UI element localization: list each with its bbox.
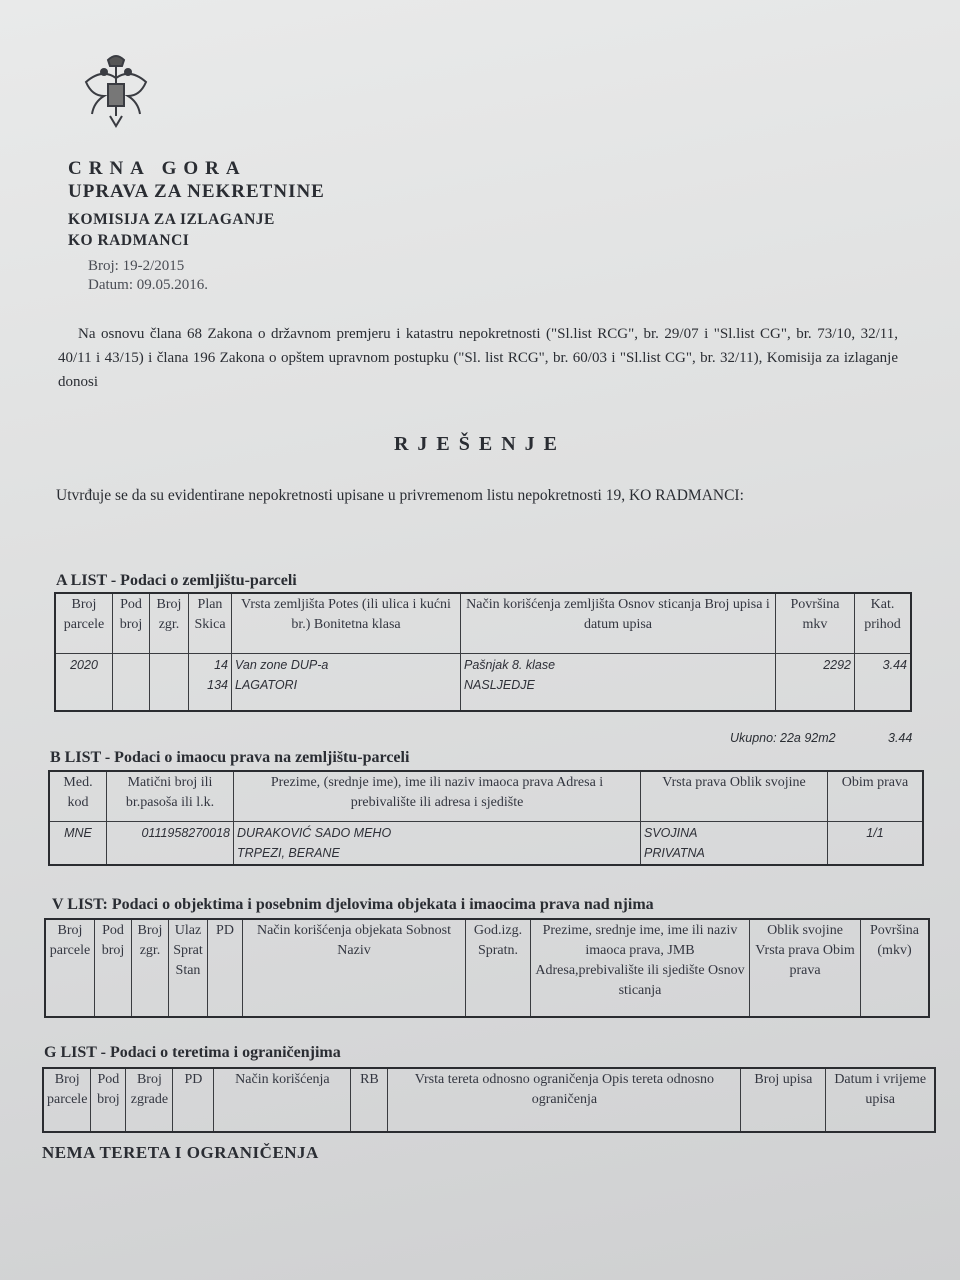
- commission-name: KOMISIJA ZA IZLAGANJE: [68, 211, 275, 228]
- list-g-table: [42, 1067, 936, 1133]
- cell-maticni: 0111958270018: [107, 821, 234, 865]
- col-broj-zgr: Broj zgr.: [150, 593, 189, 653]
- col-nacin-koriscenja: Način korišćenja zemljišta Osnov sticanja Broj upisa i datum upisa: [461, 593, 776, 653]
- col-vrsta-tereta: Vrsta tereta odnosno ograničenja Opis tereta odnosno ograničenja: [388, 1068, 741, 1132]
- coat-of-arms-icon: [80, 50, 152, 130]
- col-broj-parcele: Broj parcele: [55, 593, 113, 653]
- table-header-row: [43, 1068, 935, 1132]
- cell-adresa: TRPEZI, BERANE: [237, 845, 340, 860]
- document-number: Broj: 19-2/2015: [88, 258, 185, 274]
- cadastral-municipality: KO RADMANCI: [68, 232, 190, 249]
- cell-vrsta: SVOJINA: [644, 825, 698, 840]
- col-prezime-ime: Prezime, srednje ime, ime ili naziv imaoca prava, JMB Adresa,prebivalište ili sjedište Osnov sticanja: [531, 919, 750, 1017]
- cell-povrsina: 2292: [776, 653, 855, 711]
- cell-ime-adresa: [234, 821, 641, 865]
- col-broj-parcele: Broj parcele: [45, 919, 95, 1017]
- document-title: RJEŠENJE: [393, 433, 567, 455]
- table-header-row: [49, 771, 923, 821]
- list-a-heading: A LIST - Podaci o zemljištu-parceli: [56, 572, 297, 589]
- cell-ime: DURAKOVIĆ SADO MEHO: [237, 825, 392, 840]
- cell-oblik: PRIVATNA: [644, 845, 705, 860]
- cell-plan: 14: [214, 657, 228, 672]
- col-rb: RB: [351, 1068, 388, 1132]
- total-prihod: 3.44: [888, 731, 913, 745]
- col-vrsta-zemljista: Vrsta zemljišta Potes (ili ulica i kućni br.) Bonitetna klasa: [232, 593, 461, 653]
- list-a-table: [54, 592, 912, 712]
- cell-vrsta: [232, 653, 461, 711]
- total-area: Ukupno: 22a 92m2: [730, 731, 836, 745]
- document-date: Datum: 09.05.2016.: [88, 277, 208, 293]
- cell-vrsta-oblik: [641, 821, 828, 865]
- col-nacin-koriscenja: Način korišćenja: [214, 1068, 351, 1132]
- cell-parcela: 2020: [55, 653, 113, 711]
- col-ulaz-sprat-stan: Ulaz Sprat Stan: [169, 919, 208, 1017]
- list-b-heading: B LIST - Podaci o imaocu prava na zemljištu-parceli: [50, 749, 410, 766]
- table-header-row: [55, 593, 911, 653]
- table-row: [55, 653, 911, 711]
- cell-osnov: NASLJEDJE: [464, 677, 535, 692]
- list-v-heading: V LIST: Podaci o objektima i posebnim djelovima objekata i imaocima prava nad njima: [52, 896, 654, 913]
- list-g-heading: G LIST - Podaci o teretima i ograničenjima: [44, 1044, 341, 1061]
- col-pod-broj: Pod broj: [91, 1068, 126, 1132]
- col-maticni-broj: Matični broj ili br.pasoša ili l.k.: [107, 771, 234, 821]
- cell-nacin-koriscenja: Pašnjak 8. klase: [464, 657, 556, 672]
- cell-skica: 134: [207, 677, 228, 692]
- col-obim-prava: Obim prava: [828, 771, 924, 821]
- cell-vrsta-zemljista: Van zone DUP-a: [235, 657, 329, 672]
- list-b-table: [48, 770, 924, 866]
- table-header-row: [45, 919, 929, 1017]
- intro-paragraph: Na osnovu člana 68 Zakona o državnom premjeru i katastru nepokretnosti ("Sl.list RCG", br. 29/07 i "Sl.list CG", br. 73/10, 32/11, 40/11 i 43/15) i člana 196 Zakona o opštem upravnom postupku ("Sl. list RCG", br. 60/03 i "Sl.list CG", br. 32/11), Komisija za izlaganje donosi: [58, 326, 898, 390]
- list-v-table: [44, 918, 930, 1018]
- cell-kod: MNE: [49, 821, 107, 865]
- agency-name: UPRAVA ZA NEKRETNINE: [68, 181, 325, 202]
- cell-empty: [113, 653, 150, 711]
- col-broj-zgrade: Broj zgrade: [126, 1068, 173, 1132]
- col-datum-upisa: Datum i vrijeme upisa: [826, 1068, 935, 1132]
- country-name: CRNA GORA: [68, 158, 247, 179]
- col-broj-upisa: Broj upisa: [741, 1068, 826, 1132]
- table-row: [49, 821, 923, 865]
- cell-plan-skica: [189, 653, 232, 711]
- col-kat-prihod: Kat. prihod: [855, 593, 912, 653]
- col-god-izgradnje: God.izg. Spratn.: [466, 919, 531, 1017]
- col-pd: PD: [208, 919, 243, 1017]
- col-vrsta-prava: Vrsta prava Oblik svojine: [641, 771, 828, 821]
- col-oblik-svojine: Oblik svojine Vrsta prava Obim prava: [750, 919, 861, 1017]
- cell-obim: 1/1: [828, 821, 924, 865]
- cell-prihod: 3.44: [855, 653, 912, 711]
- col-povrsina: Površina mkv: [776, 593, 855, 653]
- statement-paragraph: Utvrđuje se da su evidentirane nepokretnosti upisane u privremenom listu nepokretnosti 19, KO RADMANCI:: [56, 487, 744, 504]
- col-nacin-koriscenja: Način korišćenja objekata Sobnost Naziv: [243, 919, 466, 1017]
- col-broj-zgr: Broj zgr.: [132, 919, 169, 1017]
- col-povrsina: Površina (mkv): [861, 919, 930, 1017]
- cell-nacin: [461, 653, 776, 711]
- col-pod-broj: Pod broj: [113, 593, 150, 653]
- no-burdens-note: NEMA TERETA I OGRANIČENJA: [42, 1143, 319, 1162]
- cell-empty: [150, 653, 189, 711]
- col-prezime-ime: Prezime, (srednje ime), ime ili naziv imaoca prava Adresa i prebivalište ili adresa i sjedište: [234, 771, 641, 821]
- col-med-kod: Med. kod: [49, 771, 107, 821]
- cell-potes: LAGATORI: [235, 677, 298, 692]
- col-pod-broj: Pod broj: [95, 919, 132, 1017]
- col-pd: PD: [173, 1068, 214, 1132]
- col-broj-parcele: Broj parcele: [43, 1068, 91, 1132]
- col-plan-skica: Plan Skica: [189, 593, 232, 653]
